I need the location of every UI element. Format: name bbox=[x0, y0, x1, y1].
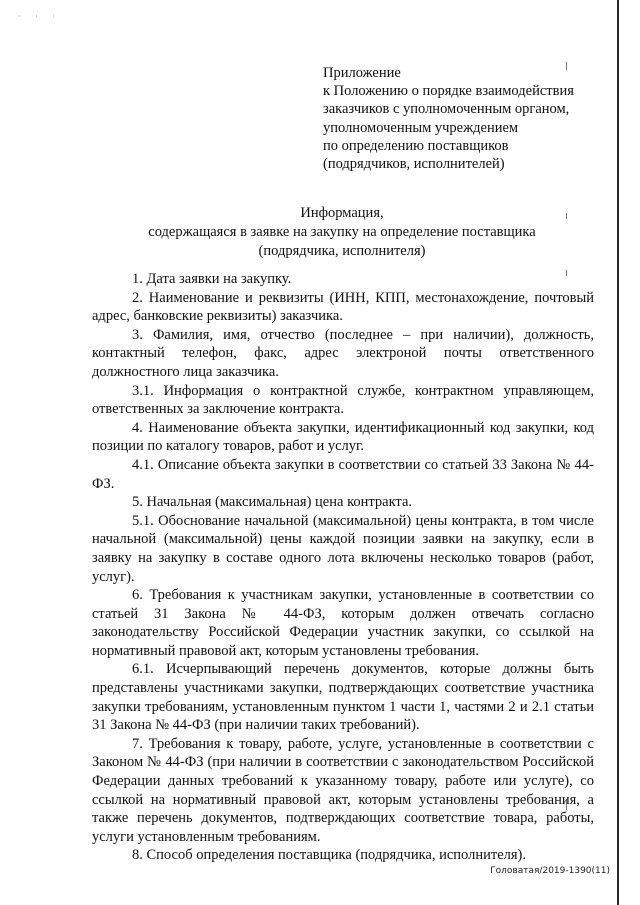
list-item: 3. Фамилия, имя, отчество (последнее – при наличии), должность, контактный телефон, факс, адрес электроной почты ответственного должностного лица заказчика. bbox=[92, 326, 594, 380]
list-item: 1. Дата заявки на закупку. bbox=[132, 271, 292, 287]
list-item: 5.1. Обоснование начальной (максимальной) цены контракта, в том числе начальной (максимальной) цены каждой позиции заявки на закупку, если в заявку на закупку в составе одного лота включены несколько товаров (работ, услуг). bbox=[92, 512, 594, 585]
document-title bbox=[92, 204, 592, 261]
list-item: 4.1. Описание объекта закупки в соответствии со статьей 33 Закона № 44-ФЗ. bbox=[92, 456, 594, 492]
list-item: 8. Способ определения поставщика (подрядчика, исполнителя). bbox=[132, 847, 527, 864]
list-item: 2. Наименование и реквизиты (ИНН, КПП, местонахождение, почтовый адрес, банковские реквизиты) заказчика. bbox=[92, 289, 594, 325]
scan-edge-line bbox=[617, 0, 619, 905]
list-item: 6.1. Исчерпывающий перечень документов, которые должны быть представлены участниками закупки, подтверждающих соответствие участника закупки требованиям, установленным пунктом 1 части 1, частями 2 и 2.1 статьи 31 Закона № 44-ФЗ (при наличии таких требований). bbox=[92, 661, 594, 734]
title-line: содержащаяся в заявке на закупку на определение поставщика bbox=[148, 224, 536, 240]
list-item: 3.1. Информация о контрактной службе, контрактном управляющем, ответственных за заключение контракта. bbox=[92, 382, 594, 418]
list-item: 4. Наименование объекта закупки, идентификационный код закупки, код позиции по каталогу товаров, работ и услуг. bbox=[92, 419, 594, 455]
list-item: 5. Начальная (максимальная) цена контракта. bbox=[132, 494, 413, 511]
list-item: 6. Требования к участникам закупки, установленные в соответствии со статьей 31 Закона № 44-ФЗ, которым должен отвечать согласно законодательству Российской Федерации участник закупки, со ссылкой на нормативный правовой акт, которым установлены требования. bbox=[92, 587, 594, 659]
document-body bbox=[92, 270, 594, 865]
appendix-line: по определению поставщиков bbox=[323, 137, 509, 154]
appendix-line: к Положению о порядке взаимодействия bbox=[323, 83, 574, 100]
appendix-line: уполномоченным учреждением bbox=[323, 119, 519, 136]
appendix-line: (подрядчиков, исполнителей) bbox=[323, 156, 505, 173]
scan-artifact-dots: · · · bbox=[18, 12, 61, 21]
appendix-line: заказчиков с уполномоченным органом, bbox=[323, 101, 570, 118]
title-line: Информация, bbox=[300, 205, 384, 221]
appendix-header bbox=[323, 64, 613, 173]
appendix-line: Приложение bbox=[323, 65, 401, 81]
title-line: (подрядчика, исполнителя) bbox=[258, 243, 426, 259]
footer-document-code: Головатая/2019-1390(11) bbox=[490, 866, 610, 876]
list-item: 7. Требования к товару, работе, услуге, установленные в соответствии с Законом № 44-ФЗ (при наличии в соответствии с законодательством Российской Федерации данных требований к указанному товару, работе или услуге), со ссылкой на нормативный правовой акт, которым установлены требования, а также перечень документов, подтверждающих соответствие товара, работы, услуги установленным требованиям. bbox=[92, 735, 594, 845]
